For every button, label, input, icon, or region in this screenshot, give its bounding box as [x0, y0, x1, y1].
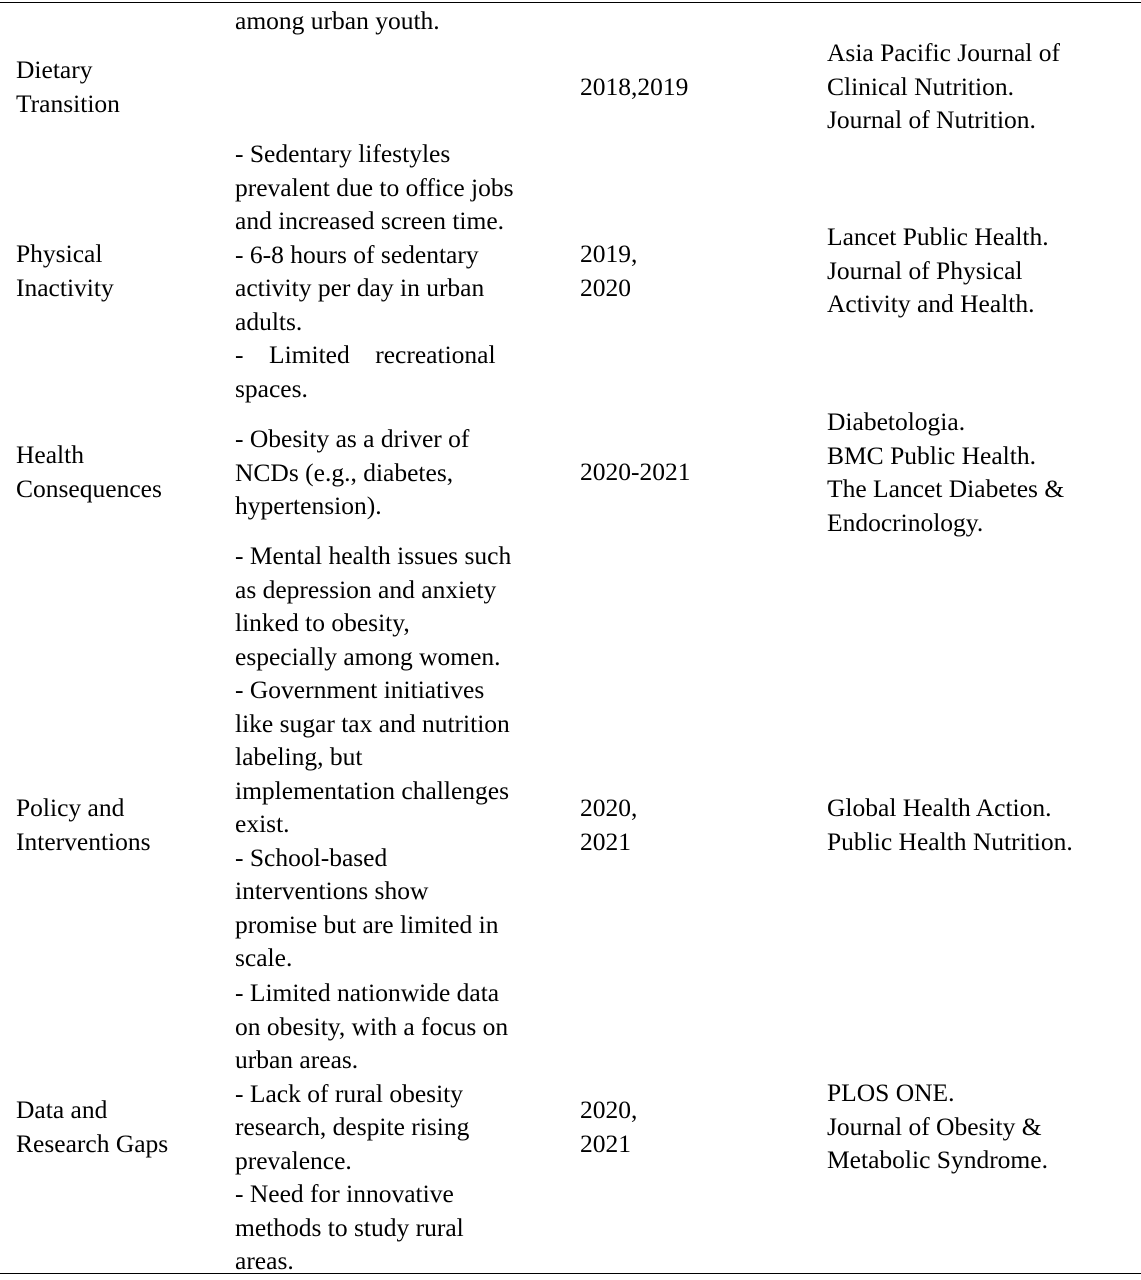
row-dietary-transition-theme: Dietary Transition — [16, 55, 120, 118]
row-dietary-transition-years: 2018,2019 — [580, 72, 689, 101]
row-policy-interventions-years: 2020, 2021 — [580, 793, 638, 856]
row-physical-inactivity-theme: Physical Inactivity — [16, 239, 114, 302]
row-health-consequences-years: 2020-2021 — [580, 457, 691, 486]
row-physical-inactivity-findings: - Sedentary lifestyles prevalent due to office jobs and increased screen time. - 6-8 hours of sedentary activity per day in urban adults. - Limited recreational spaces. — [235, 139, 514, 403]
table-bottom-rule — [0, 1273, 1141, 1274]
row-data-research-gaps-findings: - Limited nationwide data on obesity, with a focus on urban areas. - Lack of rural obesity research, despite rising prevalence. - Need for innovative methods to study rural areas. — [235, 978, 509, 1275]
row-health-consequences-theme: Health Consequences — [16, 440, 162, 503]
row-dietary-transition-sources: Asia Pacific Journal of Clinical Nutrition. Journal of Nutrition. — [827, 38, 1060, 134]
row-policy-interventions-theme: Policy and Interventions — [16, 793, 151, 856]
findings-continuation: among urban youth. — [235, 6, 440, 35]
row-data-research-gaps-years: 2020, 2021 — [580, 1095, 638, 1158]
row-policy-interventions-sources: Global Health Action. Public Health Nutrition. — [827, 793, 1073, 856]
theme-word: Policy and — [16, 793, 125, 822]
row-health-consequences-sources: Diabetologia. BMC Public Health. The Lancet Diabetes & Endocrinology. — [827, 407, 1065, 537]
row-physical-inactivity-sources: Lancet Public Health. Journal of Physical Activity and Health. — [827, 222, 1049, 318]
row-health-consequences-findings: - Obesity as a driver of NCDs (e.g., diabetes, hypertension). — [235, 424, 470, 520]
table-top-rule — [0, 2, 1141, 3]
row-data-research-gaps-theme: Data and Research Gaps — [16, 1095, 169, 1158]
row-physical-inactivity-years: 2019, 2020 — [580, 239, 638, 302]
row-policy-interventions-findings: - Mental health issues such as depression and anxiety linked to obesity, especially among women. - Government initiatives like sugar tax and nutrition labeling, but implementation challenges exist. - School-based interventions show promise but are limited in scale. — [235, 541, 512, 972]
row-data-research-gaps-sources: PLOS ONE. Journal of Obesity & Metabolic Syndrome. — [827, 1078, 1048, 1174]
